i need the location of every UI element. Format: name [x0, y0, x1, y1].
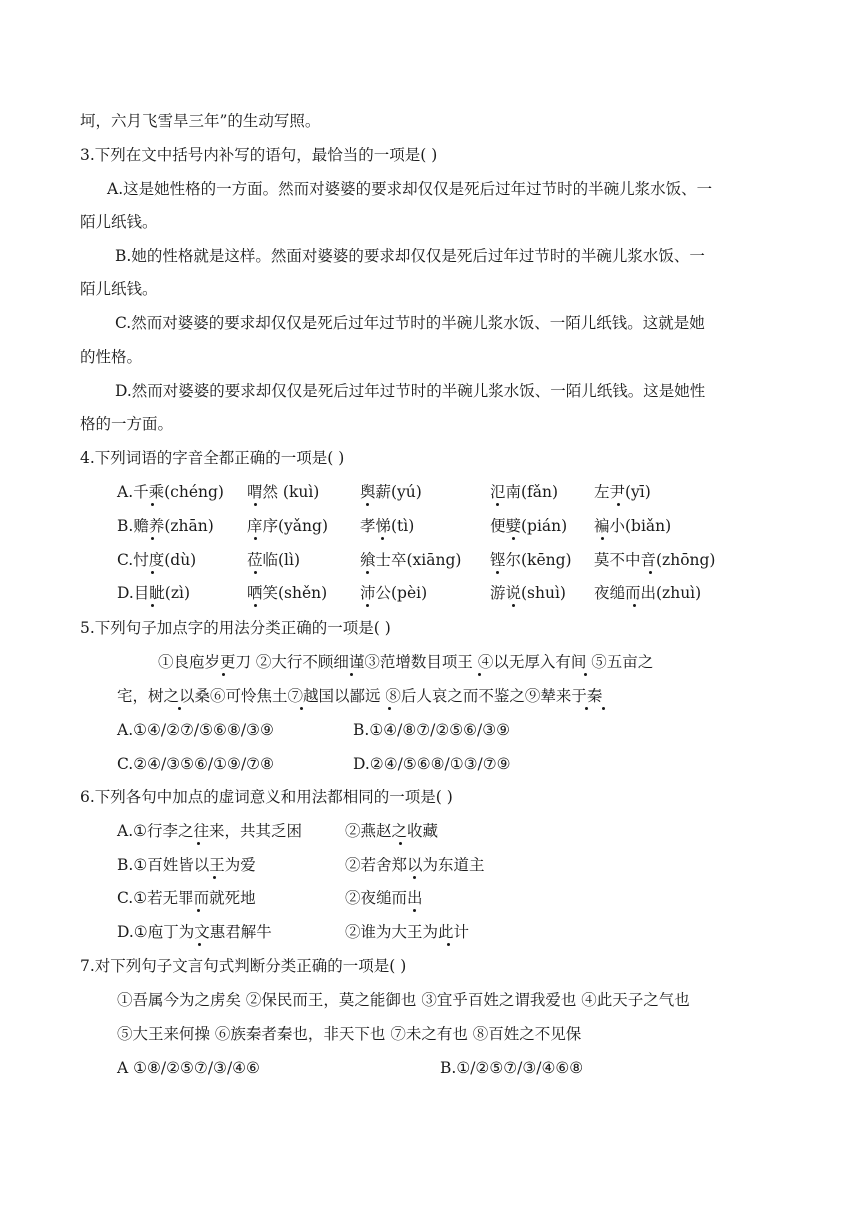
q4-b-word-2: 庠序(yǎng) — [247, 517, 328, 535]
emphasis-dot — [584, 673, 587, 676]
continuation-line: 坷，六月飞雪旱三年”的生动写照。 — [80, 112, 321, 130]
q4-b-word-5: 褊小(biǎn) — [594, 517, 672, 535]
emphasis-dot — [617, 503, 620, 506]
emphasis-dot — [254, 503, 257, 506]
emphasis-dot — [512, 537, 515, 540]
q4-a-word-3: 舆薪(yú) — [360, 483, 422, 501]
q3-option-d: D.然而对婆婆的要求却仅仅是死后过年过节时的半碗儿浆水饭、一陌儿纸钱。这是她性 — [115, 382, 706, 400]
question-3-stem: 3.下列在文中括号内补写的语句，最恰当的一项是( ) — [80, 146, 438, 164]
q4-d-word-4: 游说(shuì) — [490, 584, 566, 602]
q4-d-word-3: 沛公(pèi) — [360, 584, 428, 602]
q5-sentences-line-1: ①良庖岁更刀 ②大行不顾细谨③范增数目项王 ④以无厚入有间 ⑤五亩之 — [158, 653, 654, 671]
emphasis-dot — [213, 876, 216, 879]
q4-a-word-4: 氾南(fǎn) — [490, 483, 559, 501]
q5-option-a: A.①④/②⑦/⑤⑥⑧/③⑨ — [117, 721, 274, 739]
q5-sentences-line-2: 宅，树之以桑⑥可怜焦土⑦越国以鄙远 ⑧后人哀之而不鉴之⑨辇来于秦 — [117, 687, 603, 705]
q4-d-word-1: D.目眦(zì) — [117, 584, 191, 602]
q4-c-word-1: C.忖度(dù) — [117, 551, 197, 569]
emphasis-dot — [222, 673, 225, 676]
emphasis-dot — [300, 707, 303, 710]
q6-option-c-1: C.①若无罪而就死地 — [117, 889, 256, 907]
q6-option-b-2: ②若舍郑以为东道主 — [345, 856, 485, 874]
q5-option-c: C.②④/③⑤⑥/①⑨/⑦⑧ — [117, 755, 274, 773]
q4-c-word-5: 莫不中音(zhōng) — [594, 551, 716, 569]
q4-b-word-3: 孝悌(tì) — [360, 517, 415, 535]
emphasis-dot — [413, 909, 416, 912]
emphasis-dot — [601, 537, 604, 540]
emphasis-dot — [602, 707, 605, 710]
emphasis-dot — [633, 604, 636, 607]
emphasis-dot — [151, 503, 154, 506]
q5-option-b: B.①④/⑧⑦/②⑤⑥/③⑨ — [353, 721, 511, 739]
q6-option-b-1: B.①百姓皆以王为爱 — [117, 856, 256, 874]
emphasis-dot — [254, 604, 257, 607]
emphasis-dot — [151, 571, 154, 574]
question-5-stem: 5.下列句子加点字的用法分类正确的一项是( ) — [80, 619, 391, 637]
emphasis-dot — [151, 537, 154, 540]
q3-option-c: C.然而对婆婆的要求却仅仅是死后过年过节时的半碗儿浆水饭、一陌儿纸钱。这就是她 — [115, 314, 705, 332]
q7-sentences-line-2: ⑤大王来何操 ⑥族秦者秦也，非天下也 ⑦未之有也 ⑧百姓之不见保 — [117, 1025, 582, 1043]
q5-option-d: D.②④/⑤⑥⑧/①③/⑦⑨ — [353, 755, 511, 773]
emphasis-dot — [478, 673, 481, 676]
emphasis-dot — [197, 909, 200, 912]
emphasis-dot — [388, 707, 391, 710]
emphasis-dot — [198, 943, 201, 946]
q3-option-b-cont: 陌儿纸钱。 — [80, 280, 158, 298]
emphasis-dot — [381, 537, 384, 540]
q4-a-word-2: 喟然 (kuì) — [247, 483, 320, 501]
q4-d-word-5: 夜缒而出(zhuì) — [594, 584, 702, 602]
question-7-stem: 7.对下列句子文言句式判断分类正确的一项是( ) — [80, 957, 407, 975]
q3-option-c-cont: 的性格。 — [80, 348, 143, 366]
emphasis-dot — [512, 604, 515, 607]
q4-a-word-1: A.千乘(chéng) — [117, 483, 224, 501]
q6-option-a-1: A.①行李之往来，共其乏困 — [117, 822, 303, 840]
q3-option-b: B.她的性格就是这样。然面对婆婆的要求却仅仅是死后过年过节时的半碗儿浆水饭、一 — [115, 247, 705, 265]
emphasis-dot — [447, 943, 450, 946]
q6-option-c-2: ②夜缒而出 — [345, 889, 423, 907]
q6-option-d-1: D.①庖丁为文惠君解牛 — [117, 923, 272, 941]
q6-option-d-2: ②谁为大王为此计 — [345, 923, 470, 941]
emphasis-dot — [178, 707, 181, 710]
q7-option-b: B.①/②⑤⑦/③/④⑥⑧ — [440, 1059, 584, 1077]
q3-option-a-cont: 陌儿纸钱。 — [80, 213, 158, 231]
emphasis-dot — [366, 571, 369, 574]
question-4-stem: 4.下列词语的字音全都正确的一项是( ) — [80, 449, 345, 467]
q4-d-word-2: 哂笑(shěn) — [247, 584, 328, 602]
q3-option-d-cont: 格的一方面。 — [80, 415, 174, 433]
q4-b-word-4: 便嬖(pián) — [490, 517, 568, 535]
emphasis-dot — [254, 537, 257, 540]
q4-c-word-4: 铿尔(kēng) — [490, 551, 572, 569]
q4-c-word-3: 飨士卒(xiāng) — [360, 551, 462, 569]
emphasis-dot — [151, 604, 154, 607]
q7-sentences-line-1: ①吾属今为之虏矣 ②保民而王，莫之能御也 ③宜乎百姓之谓我爱也 ④此天子之气也 — [117, 991, 690, 1009]
emphasis-dot — [496, 503, 499, 506]
emphasis-dot — [399, 842, 402, 845]
q3-option-a: A.这是她性格的一方面。然而对婆婆的要求却仅仅是死后过年过节时的半碗儿浆水饭、一 — [107, 180, 713, 198]
emphasis-dot — [496, 571, 499, 574]
q4-a-word-5: 左尹(yī) — [594, 483, 651, 501]
q4-c-word-2: 莅临(lì) — [247, 551, 301, 569]
emphasis-dot — [350, 673, 353, 676]
q6-option-a-2: ②燕赵之收藏 — [345, 822, 439, 840]
emphasis-dot — [413, 876, 416, 879]
question-6-stem: 6.下列各句中加点的虚词意义和用法都相同的一项是( ) — [80, 788, 453, 806]
emphasis-dot — [366, 503, 369, 506]
q4-b-word-1: B.赡养(zhān) — [117, 517, 214, 535]
emphasis-dot — [254, 571, 257, 574]
emphasis-dot — [649, 571, 652, 574]
emphasis-dot — [366, 604, 369, 607]
emphasis-dot — [197, 842, 200, 845]
emphasis-dot — [585, 707, 588, 710]
q7-option-a: A ①⑧/②⑤⑦/③/④⑥ — [117, 1059, 260, 1077]
